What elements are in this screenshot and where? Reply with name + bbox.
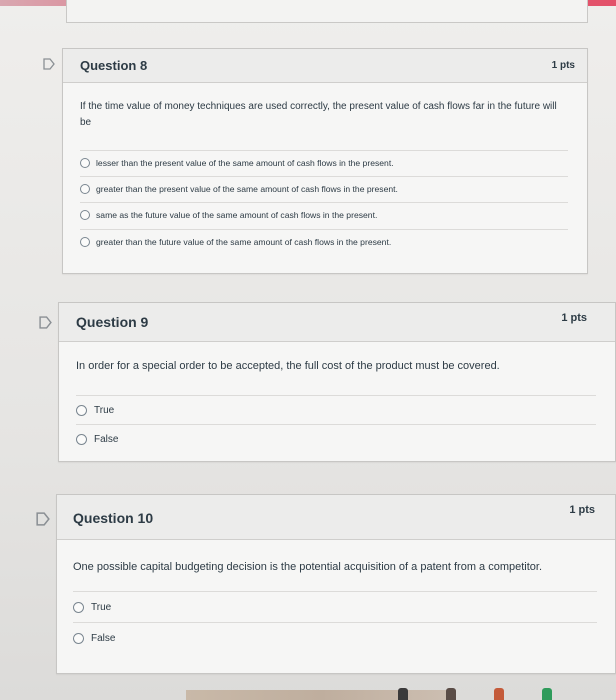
previous-question-card (66, 0, 588, 23)
answer-option[interactable] (80, 202, 568, 227)
answer-label: lesser than the present value of the same amount of cash flows in the present. (96, 158, 394, 168)
question-text: In order for a special order to be accepted, the full cost of the product must be covered. (76, 360, 500, 372)
question-text: One possible capital budgeting decision is the potential acquisition of a patent from a competitor. (73, 561, 543, 573)
question-card-8 (62, 48, 588, 274)
answer-label: True (94, 404, 115, 416)
radio-button[interactable] (80, 158, 90, 168)
answer-label: same as the future value of the same amount of cash flows in the present. (96, 210, 378, 220)
radio-button[interactable] (76, 434, 87, 445)
flag-question-icon[interactable] (39, 316, 52, 329)
dock-icon (446, 688, 456, 700)
radio-button[interactable] (80, 184, 90, 194)
flag-question-icon[interactable] (43, 58, 55, 70)
answer-label: False (91, 632, 116, 644)
flag-question-icon[interactable] (36, 512, 50, 526)
answer-option[interactable] (76, 395, 596, 424)
question-points: 1 pts (569, 504, 595, 516)
question-card-10 (56, 494, 616, 674)
dock-icon (494, 688, 504, 700)
answer-option[interactable] (80, 176, 568, 201)
answer-option[interactable] (80, 150, 568, 175)
radio-button[interactable] (80, 210, 90, 220)
radio-button[interactable] (73, 633, 84, 644)
bottom-icons-edge (398, 688, 552, 700)
question-title: Question 9 (76, 314, 149, 330)
question-header (63, 49, 587, 83)
answer-label: greater than the future value of the same amount of cash flows in the present. (96, 237, 392, 247)
answer-option[interactable] (73, 622, 597, 653)
dock-icon (398, 688, 408, 700)
question-title: Question 10 (73, 510, 154, 526)
radio-button[interactable] (76, 405, 87, 416)
question-text: If the time value of money techniques are used correctly, the present value of cash flows far in the future will be (80, 101, 557, 128)
answer-option[interactable] (80, 229, 568, 254)
question-title: Question 8 (80, 58, 148, 73)
question-header (59, 303, 615, 342)
answer-label: True (91, 601, 112, 613)
answer-option[interactable] (76, 424, 596, 453)
question-header (57, 495, 615, 540)
answer-option[interactable] (73, 591, 597, 622)
question-points: 1 pts (551, 60, 575, 71)
radio-button[interactable] (73, 602, 84, 613)
answer-label: greater than the present value of the same amount of cash flows in the present. (96, 184, 398, 194)
dock-icon (542, 688, 552, 700)
radio-button[interactable] (80, 237, 90, 247)
question-points: 1 pts (561, 312, 587, 324)
question-card-9 (58, 302, 616, 462)
answer-label: False (94, 433, 119, 445)
